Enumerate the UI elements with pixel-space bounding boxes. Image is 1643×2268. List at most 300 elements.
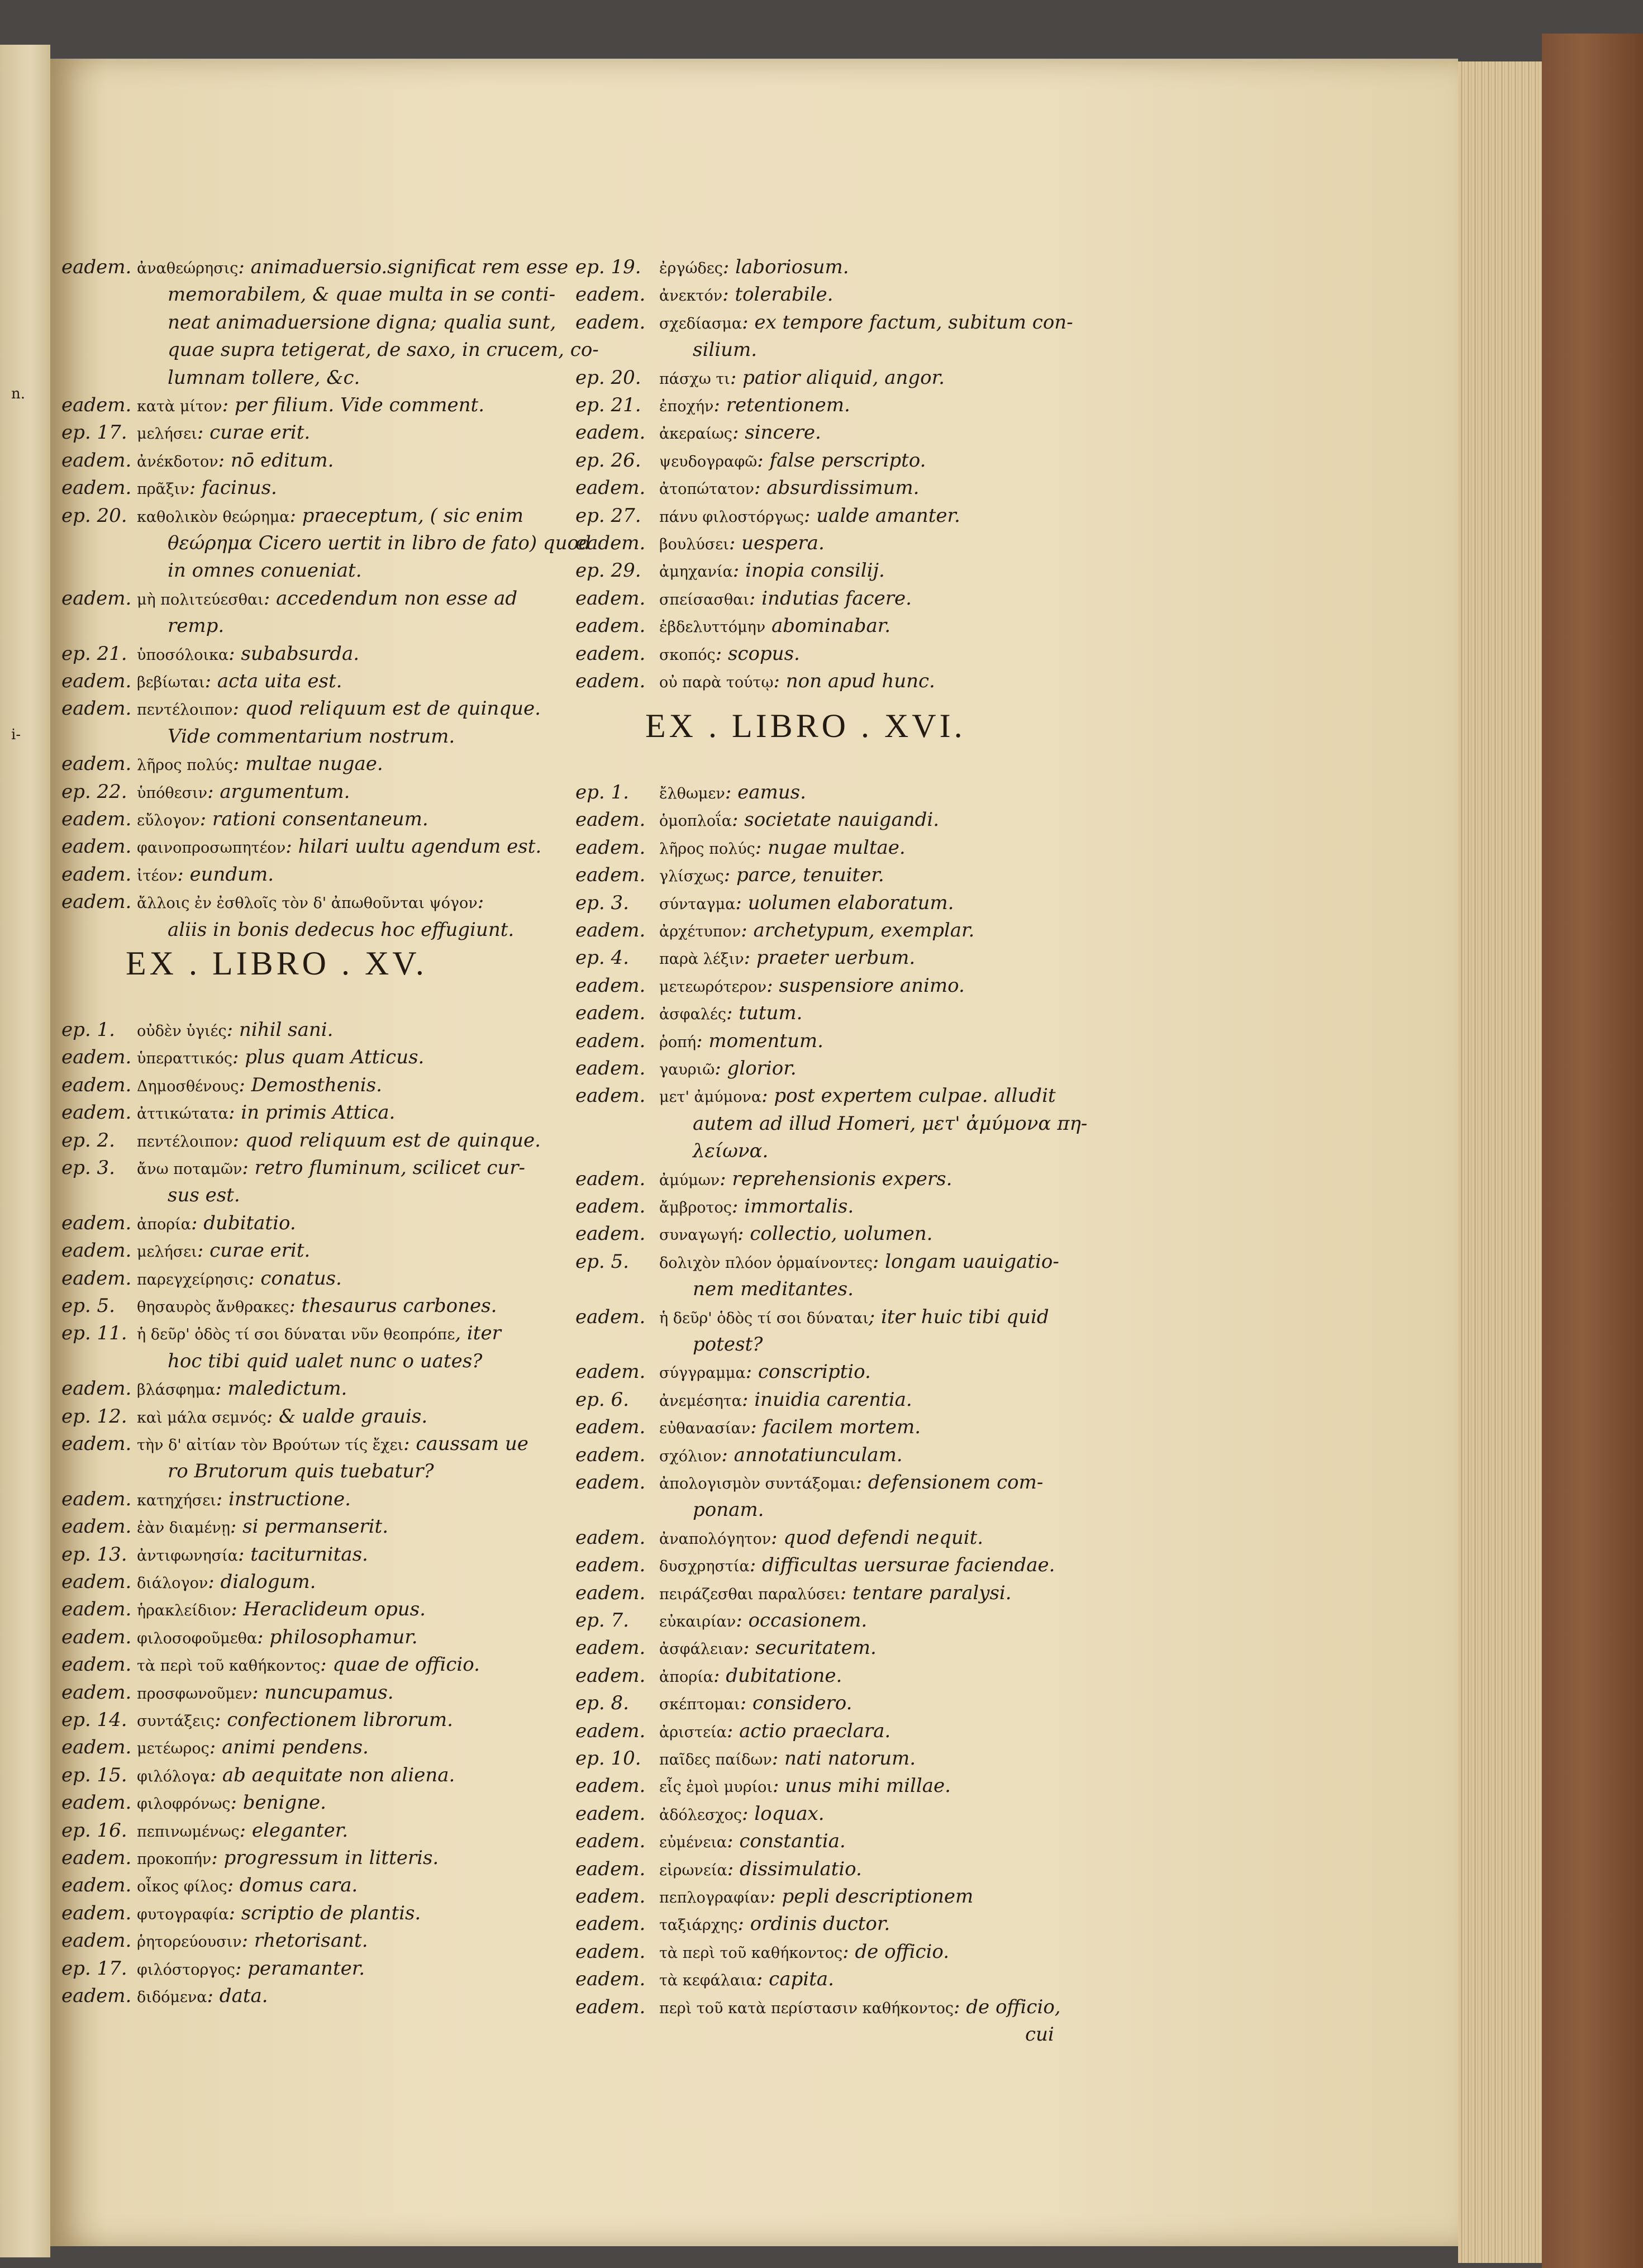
greek-term: πεπινωμένως	[137, 1823, 240, 1841]
latin-definition: : confectionem librorum.	[215, 1709, 453, 1731]
entry-reference: eadem.	[61, 1985, 132, 2007]
latin-definition: : scopus.	[715, 642, 800, 665]
latin-definition: : dubitatio.	[191, 1211, 296, 1234]
greek-term: ἔλθωμεν	[659, 785, 725, 802]
entry-continuation: neat animaduersione digna; qualia sunt,	[168, 311, 556, 334]
entry-body	[659, 1249, 1059, 1276]
entry-reference: ep. 1.	[61, 1019, 115, 1041]
latin-definition: : securitatem.	[743, 1637, 877, 1660]
entry-reference: eadem.	[61, 256, 132, 278]
entry-body	[137, 1017, 333, 1044]
latin-definition: : ex tempore factum, subitum con-	[742, 311, 1073, 334]
latin-definition: : sincere.	[732, 421, 821, 444]
entry-body	[137, 1266, 342, 1293]
entry-reference: eadem.	[61, 1515, 132, 1538]
entry-body	[659, 1690, 852, 1718]
entry-body	[137, 1707, 453, 1734]
latin-definition: : defensionem com-	[855, 1471, 1044, 1494]
entry-continuation: autem ad illud Homeri, μετ' ἀμύμονα πη-	[693, 1112, 1088, 1135]
entry-reference: eadem.	[575, 1940, 646, 1963]
entry-body	[659, 807, 939, 834]
latin-definition: : si permanserit.	[230, 1515, 389, 1538]
latin-definition: : retro fluminum, scilicet cur-	[242, 1157, 526, 1179]
entry-continuation: λείωνα.	[693, 1140, 769, 1163]
entry-reference: eadem.	[61, 1211, 132, 1234]
latin-definition: : curae erit.	[197, 421, 311, 444]
entry-reference: eadem.	[575, 1802, 646, 1825]
entry-reference: ep. 17.	[61, 1957, 127, 1980]
entry-body	[137, 1790, 326, 1817]
entry-reference: eadem.	[575, 1361, 646, 1383]
entry-body	[659, 862, 884, 890]
latin-definition: : eamus.	[725, 781, 806, 803]
greek-term: παῖδες παίδων	[659, 1751, 772, 1768]
latin-definition: , iter	[455, 1322, 501, 1345]
entry-reference: eadem.	[61, 1681, 132, 1704]
entry-body	[137, 1983, 268, 2010]
entry-reference: eadem.	[575, 809, 646, 831]
greek-term: ὑπεραττικός	[137, 1050, 232, 1068]
entry-reference: ep. 5.	[61, 1295, 115, 1317]
greek-term: σπείσασθαι	[659, 591, 749, 608]
book-cover	[1542, 34, 1643, 2268]
latin-definition: : quod reliquum est de quinque.	[232, 1129, 541, 1152]
entry-body	[137, 1818, 348, 1845]
entry-body	[659, 890, 954, 917]
greek-term: ἰτέον	[137, 867, 178, 885]
latin-definition: :	[477, 891, 484, 914]
greek-term: ἀμύμων	[659, 1171, 720, 1189]
greek-term: πεντέλοιπον	[137, 1133, 233, 1150]
entry-body	[659, 1580, 1012, 1608]
latin-definition: : scriptio de plantis.	[228, 1901, 421, 1924]
entry-body	[659, 1801, 825, 1828]
greek-term: συναγωγή	[659, 1226, 737, 1244]
latin-definition: : tutum.	[726, 1002, 803, 1025]
latin-definition: abominabar.	[765, 615, 891, 638]
entry-continuation: memorabilem, & quae multa in se conti-	[168, 283, 556, 306]
latin-definition: : momentum.	[696, 1029, 823, 1052]
greek-term: ἀσφαλές	[659, 1006, 727, 1024]
entry-reference: ep. 12.	[61, 1405, 127, 1428]
latin-definition: : subabsurda.	[228, 642, 360, 665]
greek-term: μελήσει	[137, 1243, 197, 1261]
entry-body	[659, 1773, 951, 1800]
entry-body	[659, 1414, 921, 1442]
entry-reference: eadem.	[575, 1913, 646, 1936]
latin-definition: : hilari uultu agendum est.	[285, 835, 542, 858]
entry-body	[659, 1387, 912, 1414]
latin-definition: : de officio,	[954, 1995, 1061, 2018]
greek-term: ἀπορία	[137, 1215, 191, 1233]
latin-definition: : per filium. Vide comment.	[222, 394, 485, 416]
latin-definition: : curae erit.	[197, 1239, 311, 1262]
greek-term: μετ' ἀμύμονα	[659, 1088, 762, 1106]
greek-term: ἀριστεία	[659, 1723, 727, 1741]
latin-definition: : longam uauigatio-	[872, 1250, 1059, 1273]
greek-term: ἀνέκδοτον	[137, 453, 218, 470]
entry-body	[137, 475, 277, 502]
greek-term: εὐθανασίαν	[659, 1420, 751, 1438]
latin-definition: : ualde amanter.	[804, 504, 960, 527]
entry-reference: eadem.	[61, 1571, 132, 1593]
entry-reference: ep. 11.	[61, 1322, 127, 1345]
greek-term: ἐὰν διαμένῃ	[137, 1519, 230, 1537]
entry-reference: eadem.	[575, 1085, 646, 1107]
greek-term: προσφωνοῦμεν	[137, 1685, 253, 1703]
entry-continuation: quae supra tetigerat, de saxo, in crucem, co-	[168, 339, 599, 362]
entry-body	[659, 503, 960, 530]
entry-reference: ep. 8.	[575, 1692, 629, 1715]
greek-term: φιλόστοργος	[137, 1961, 235, 1979]
greek-term: πεντέλοιπον	[137, 701, 233, 719]
entry-body	[137, 1514, 388, 1541]
greek-term: φυτογραφία	[137, 1905, 229, 1923]
entry-reference: ep. 22.	[61, 780, 127, 803]
entry-reference: eadem.	[61, 808, 132, 830]
entry-reference: ep. 10.	[575, 1747, 641, 1770]
entry-body	[659, 475, 919, 502]
greek-term: ἀττικώτατα	[137, 1105, 228, 1123]
greek-term: οὐ παρὰ τούτῳ	[659, 674, 774, 691]
entry-reference: eadem.	[575, 1968, 646, 1991]
entry-reference: eadem.	[61, 891, 132, 914]
entry-reference: ep. 5.	[575, 1250, 629, 1273]
entry-body	[659, 973, 965, 1000]
entry-body	[659, 1635, 877, 1662]
entry-reference: ep. 4.	[575, 947, 629, 969]
latin-definition: : de officio.	[842, 1940, 950, 1963]
entry-reference: eadem.	[575, 1637, 646, 1660]
entry-continuation: remp.	[168, 615, 225, 638]
entry-body	[659, 1028, 823, 1055]
entry-reference: eadem.	[575, 1554, 646, 1577]
greek-term: μετεωρότερον	[659, 978, 767, 996]
entry-body	[659, 1055, 797, 1083]
entry-body	[137, 1128, 541, 1155]
entry-body	[137, 1900, 421, 1928]
entry-body	[659, 613, 890, 640]
entry-reference: eadem.	[575, 1167, 646, 1190]
entry-reference: eadem.	[575, 587, 646, 610]
latin-definition: : actio praeclara.	[726, 1719, 891, 1742]
latin-definition: : praeter uerbum.	[744, 947, 916, 969]
entry-body	[659, 1966, 834, 1994]
greek-term: ἡ δεῦρ' ὁδὸς τί σοι δύναται νῦν θεοπρόπε	[137, 1326, 455, 1344]
entry-body	[659, 1194, 854, 1221]
entry-continuation: in omnes conueniat.	[168, 559, 362, 582]
entry-body	[137, 586, 517, 613]
entry-reference: ep. 2.	[61, 1129, 115, 1152]
entry-reference: ep. 1.	[575, 781, 629, 803]
entry-body	[137, 806, 428, 834]
entry-reference: eadem.	[61, 863, 132, 886]
entry-reference: eadem.	[575, 615, 646, 638]
entry-body	[137, 862, 274, 889]
entry-body	[659, 1442, 903, 1470]
entry-continuation: sus est.	[168, 1184, 240, 1207]
entry-reference: eadem.	[61, 835, 132, 858]
latin-definition: : & ualde grauis.	[266, 1405, 428, 1428]
latin-definition: : occasionem.	[736, 1609, 868, 1632]
greek-term: δολιχὸν πλόον ὁρμαίνοντες	[659, 1254, 873, 1272]
entry-reference: eadem.	[575, 532, 646, 554]
entry-reference: ep. 3.	[61, 1157, 115, 1179]
entry-body	[659, 586, 912, 613]
latin-definition: : absurdissimum.	[754, 477, 920, 500]
greek-term: κατὰ μίτον	[137, 398, 222, 415]
entry-body	[659, 1083, 1056, 1110]
entry-body	[659, 1608, 867, 1635]
entry-body	[137, 1376, 347, 1403]
greek-term: εὐμένεια	[659, 1834, 727, 1852]
greek-term: βουλύσει	[659, 536, 729, 553]
greek-term: εἷς ἐμοὶ μυρίοι	[659, 1779, 773, 1796]
entry-body	[137, 1652, 480, 1679]
entry-reference: ep. 6.	[575, 1388, 629, 1411]
entry-reference: eadem.	[61, 1929, 132, 1952]
latin-definition: : nihil sani.	[226, 1019, 334, 1041]
latin-definition: : instructione.	[216, 1487, 351, 1510]
greek-term: κατηχήσει	[137, 1491, 216, 1509]
latin-definition: : facinus.	[189, 477, 277, 500]
entry-reference: ep. 21.	[61, 642, 127, 665]
latin-definition: : immortalis.	[731, 1195, 854, 1218]
entry-body	[137, 1320, 501, 1348]
entry-body	[659, 254, 849, 282]
entry-body	[659, 1994, 1061, 2022]
greek-term: διάλογον	[137, 1575, 208, 1592]
entry-reference: ep. 13.	[61, 1543, 127, 1566]
latin-definition: : societate nauigandi.	[732, 809, 940, 831]
entry-reference: ep. 14.	[61, 1709, 127, 1731]
latin-definition: : constantia.	[727, 1830, 846, 1853]
entry-continuation: silium.	[693, 339, 758, 362]
entry-reference: eadem.	[575, 1857, 646, 1880]
entry-reference: eadem.	[575, 1830, 646, 1853]
latin-definition: : philosophamur.	[257, 1625, 418, 1648]
entry-continuation: nem meditantes.	[693, 1278, 854, 1301]
greek-term: σχόλιον	[659, 1447, 722, 1465]
entry-body	[659, 1166, 952, 1194]
entry-reference: eadem.	[575, 477, 646, 500]
greek-term: εἰρωνεία	[659, 1861, 727, 1879]
latin-definition: : conscriptio.	[745, 1361, 871, 1383]
greek-term: ῥητορεύουσιν	[137, 1933, 242, 1951]
entry-reference: ep. 20.	[61, 504, 127, 527]
entry-body	[137, 1293, 497, 1320]
entry-reference: eadem.	[61, 1901, 132, 1924]
entry-reference: eadem.	[575, 974, 646, 997]
entry-body	[137, 1404, 427, 1431]
greek-term: ἐποχήν	[659, 398, 714, 415]
latin-definition: : dissimulatio.	[727, 1857, 862, 1880]
greek-term: ὑποσόλοικα	[137, 646, 229, 664]
greek-term: παρεγχείρησις	[137, 1271, 249, 1288]
entry-body	[137, 1872, 358, 1900]
entry-reference: eadem.	[61, 449, 132, 472]
entry-reference: ep. 15.	[61, 1763, 127, 1786]
latin-definition: : nugae multae.	[755, 836, 906, 859]
latin-definition: : benigne.	[230, 1791, 326, 1814]
entry-reference: eadem.	[575, 311, 646, 334]
greek-term: ἀσφάλειαν	[659, 1641, 744, 1658]
latin-definition: : Heraclideum opus.	[231, 1598, 426, 1621]
greek-term: μὴ πολιτεύεσθαι	[137, 591, 264, 608]
entry-reference: eadem.	[575, 1029, 646, 1052]
entry-reference: eadem.	[61, 1377, 132, 1400]
entry-body	[659, 365, 945, 392]
entry-body	[659, 1663, 842, 1690]
latin-definition: : annotatiunculam.	[721, 1443, 903, 1466]
entry-reference: eadem.	[61, 1487, 132, 1510]
entry-body	[659, 1221, 932, 1248]
greek-term: ἀνεμέσητα	[659, 1392, 742, 1410]
greek-term: οὐδὲν ὑγιές	[137, 1023, 227, 1040]
entry-reference: eadem.	[61, 1736, 132, 1759]
latin-definition: : data.	[207, 1985, 268, 2007]
section-heading: EX . LIBRO . XV.	[126, 945, 427, 982]
greek-term: βεβίωται	[137, 674, 205, 691]
entry-reference: eadem.	[575, 283, 646, 306]
entry-body	[659, 282, 833, 309]
latin-definition: : plus quam Atticus.	[232, 1046, 425, 1069]
entry-reference: eadem.	[61, 1625, 132, 1648]
entry-body	[137, 779, 350, 806]
entry-reference: ep. 27.	[575, 504, 641, 527]
entry-body	[137, 1072, 382, 1100]
entry-reference: eadem.	[575, 642, 646, 665]
greek-term: ἐργώδες	[659, 260, 723, 277]
entry-reference: eadem.	[575, 1443, 646, 1466]
entry-reference: eadem.	[575, 421, 646, 444]
entry-body	[659, 1746, 916, 1773]
entry-reference: eadem.	[61, 1073, 132, 1096]
entry-reference: eadem.	[575, 864, 646, 887]
entry-reference: ep. 21.	[575, 394, 641, 416]
greek-term: ὑπόθεσιν	[137, 784, 208, 802]
latin-definition: : patior aliquid, angor.	[730, 366, 945, 389]
greek-term: εὐκαιρίαν	[659, 1613, 736, 1630]
entry-reference: eadem.	[61, 697, 132, 720]
greek-term: φιλοφρόνως	[137, 1795, 231, 1813]
latin-definition: : suspensiore animo.	[766, 974, 965, 997]
greek-term: λῆρος πολύς	[137, 757, 233, 774]
greek-term: οἶκος φίλος	[137, 1878, 227, 1896]
entry-reference: eadem.	[575, 1416, 646, 1439]
latin-definition: : tolerabile.	[722, 283, 834, 306]
greek-term: πάσχω τι	[659, 370, 730, 388]
entry-reference: ep. 3.	[575, 891, 629, 914]
latin-definition: : rhetorisant.	[241, 1929, 368, 1952]
entry-body	[659, 1718, 890, 1746]
entry-reference: eadem.	[575, 1471, 646, 1494]
greek-term: προκοπήν	[137, 1851, 212, 1868]
greek-term: ἀδόλεσχος	[659, 1806, 742, 1824]
greek-term: σύνταγμα	[659, 895, 736, 913]
latin-definition: : in primis Attica.	[228, 1101, 396, 1124]
entry-body	[137, 751, 383, 778]
entry-reference: eadem.	[575, 1526, 646, 1549]
greek-term: σκέπτομαι	[659, 1696, 740, 1714]
entry-reference: eadem.	[575, 1195, 646, 1218]
greek-term: συντάξεις	[137, 1713, 215, 1730]
entry-reference: eadem.	[575, 1664, 646, 1687]
entry-body	[137, 448, 334, 475]
entry-continuation: hoc tibi quid ualet nunc o uates?	[168, 1349, 483, 1372]
greek-term: πεπλογραφίαν	[659, 1889, 770, 1906]
section-heading: EX . LIBRO . XVI.	[645, 707, 966, 744]
greek-term: ἀναπολόγητον	[659, 1530, 772, 1548]
greek-term: σκοπός	[659, 646, 716, 664]
greek-term: μετέωρος	[137, 1740, 209, 1758]
greek-term: ἀπολογισμὸν συντάξομαι	[659, 1475, 856, 1492]
greek-term: θησαυρὸς ἄνθρακες	[137, 1299, 289, 1316]
greek-term: τὰ περὶ τοῦ καθήκοντος	[137, 1657, 321, 1675]
entry-body	[137, 1680, 394, 1707]
entry-body	[137, 1624, 418, 1652]
entry-reference: eadem.	[61, 1653, 132, 1676]
latin-definition: : quod reliquum est de quinque.	[232, 697, 541, 720]
entry-body	[659, 1000, 802, 1028]
entry-reference: eadem.	[575, 919, 646, 942]
margin-fragment: n.	[11, 386, 26, 402]
latin-definition: : collectio, uolumen.	[737, 1223, 933, 1245]
entry-body	[659, 779, 806, 807]
latin-definition: : praeceptum, ( sic enim	[289, 504, 523, 527]
greek-term: παρὰ λέξιν	[659, 950, 744, 968]
entry-reference: eadem.	[575, 1305, 646, 1328]
greek-term: καθολικὸν θεώρημα	[137, 508, 290, 526]
greek-term: γαυριῶ	[659, 1061, 715, 1078]
entry-body	[659, 668, 935, 696]
latin-definition: : retentionem.	[713, 394, 850, 416]
latin-definition: : peramanter.	[235, 1957, 365, 1980]
greek-term: βλάσφημα	[137, 1381, 216, 1399]
latin-definition: : taciturnitas.	[237, 1543, 368, 1566]
entry-reference: eadem.	[61, 477, 132, 500]
greek-term: ἀμηχανία	[659, 563, 733, 581]
greek-term: ψευδογραφῶ	[659, 453, 758, 470]
entry-body	[137, 889, 484, 916]
entry-body	[137, 834, 541, 861]
greek-term: ῥοπή	[659, 1033, 697, 1051]
entry-body	[659, 1884, 973, 1911]
latin-definition: : false perscripto.	[757, 449, 926, 472]
latin-definition: : unus mihi millae.	[773, 1775, 951, 1798]
entry-body	[659, 1470, 1043, 1497]
entry-reference: eadem.	[575, 1995, 646, 2018]
greek-term: πάνυ φιλοστόργως	[659, 508, 804, 526]
entry-body	[659, 1552, 1055, 1580]
entry-reference: ep. 29.	[575, 559, 641, 582]
entry-reference: ep. 19.	[575, 256, 641, 278]
previous-page-edge	[0, 45, 50, 2257]
entry-continuation: Vide commentarium nostrum.	[168, 725, 455, 748]
entry-reference: eadem.	[61, 1598, 132, 1621]
latin-definition: : indutias facere.	[749, 587, 912, 610]
entry-reference: ep. 7.	[575, 1609, 629, 1632]
greek-term: ἡ δεῦρ' ὁδὸς τί σοι δύναται	[659, 1309, 869, 1327]
latin-definition: : parce, tenuiter.	[723, 864, 884, 887]
latin-definition: : domus cara.	[227, 1874, 358, 1897]
greek-term: τὰ κεφάλαια	[659, 1972, 756, 1990]
latin-definition: : thesaurus carbones.	[289, 1295, 497, 1317]
latin-definition: : ab aequitate non aliena.	[209, 1763, 455, 1786]
entry-body	[137, 1734, 369, 1762]
latin-definition: : ordinis ductor.	[737, 1913, 890, 1936]
entry-body	[659, 835, 906, 862]
